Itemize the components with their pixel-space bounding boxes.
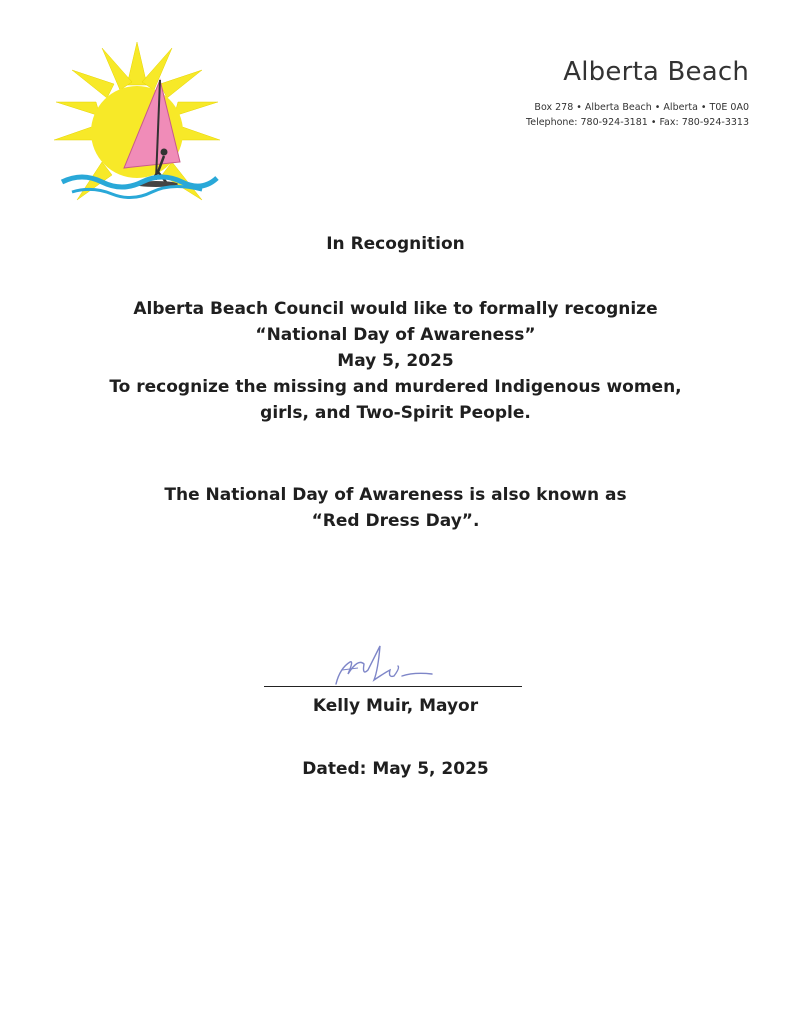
recognition-body — [0, 296, 791, 426]
sun-windsurfer-logo-graphic — [52, 40, 222, 222]
signature-scribble — [328, 640, 438, 690]
body-line: To recognize the missing and murdered Indigenous women, — [109, 377, 682, 397]
body-line: May 5, 2025 — [337, 351, 454, 371]
contact-numbers: Telephone: 780-924-3181 • Fax: 780-924-3313 — [526, 117, 749, 128]
signature-line — [264, 686, 522, 687]
document-heading: In Recognition — [326, 234, 465, 254]
body-line: “National Day of Awareness” — [255, 325, 536, 345]
body-line: Alberta Beach Council would like to formally recognize — [133, 299, 658, 319]
aka-line: The National Day of Awareness is also known as — [164, 485, 627, 505]
dated-line: Dated: May 5, 2025 — [302, 759, 489, 779]
handwritten-signature — [328, 640, 438, 690]
signer-name: Kelly Muir, Mayor — [312, 696, 479, 716]
aka-line: “Red Dress Day”. — [311, 511, 480, 531]
alberta-beach-logo — [52, 40, 222, 222]
mailing-address: Box 278 • Alberta Beach • Alberta • T0E 0A0 — [534, 102, 749, 113]
letterhead — [449, 56, 749, 130]
body-line: girls, and Two-Spirit People. — [260, 403, 531, 423]
organization-name: Alberta Beach — [563, 57, 749, 87]
also-known-as — [0, 482, 791, 534]
